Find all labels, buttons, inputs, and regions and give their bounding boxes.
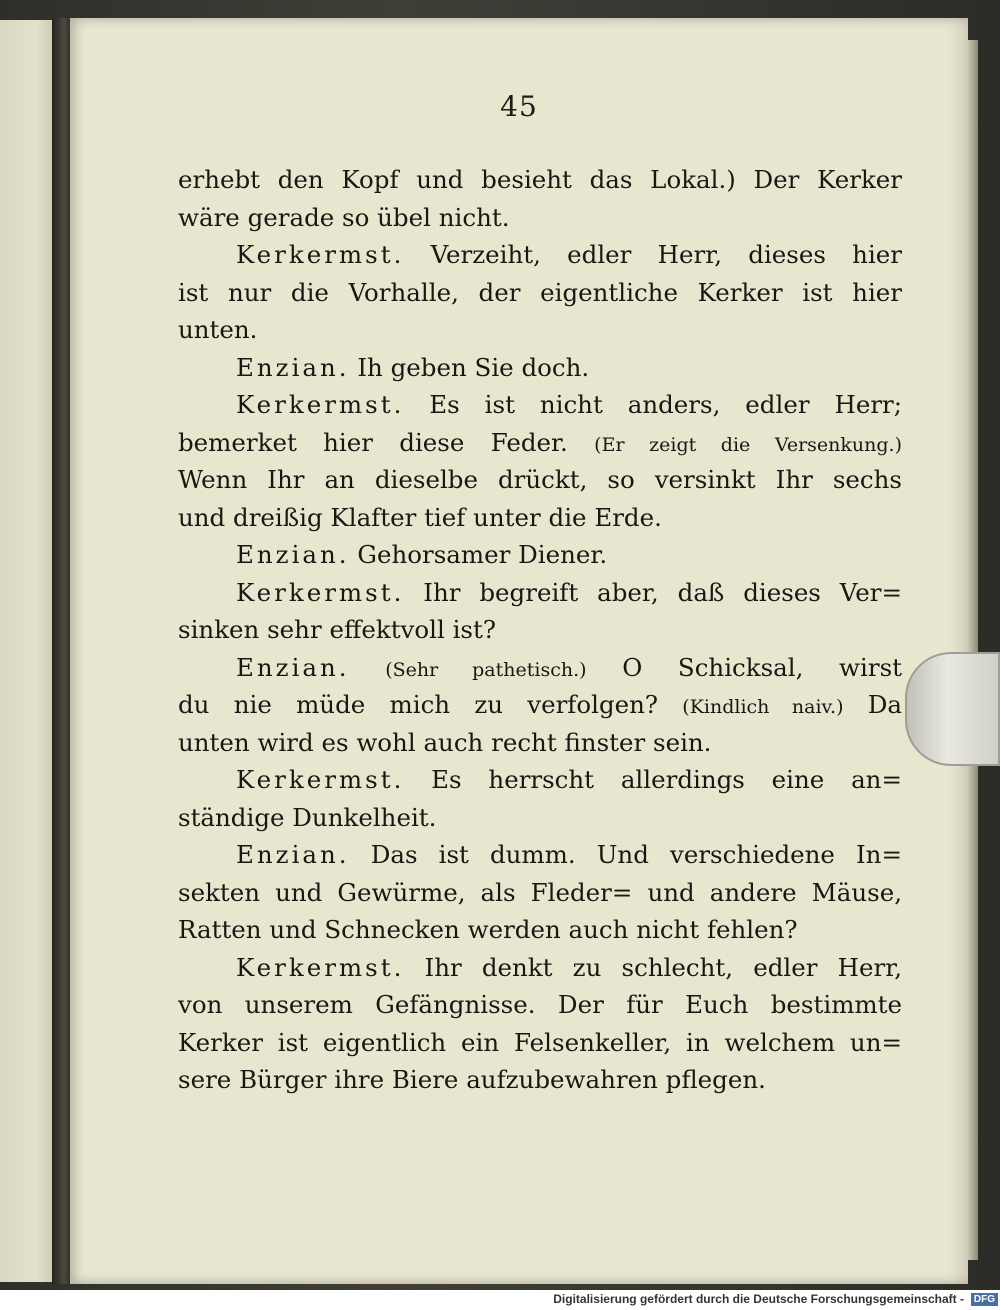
speaker-name: Kerkermst.	[236, 577, 405, 607]
line-text: unten.	[178, 315, 258, 344]
line-text: Es herrscht allerdings eine an=	[404, 765, 902, 794]
text-line	[178, 499, 902, 537]
text-line	[178, 161, 902, 199]
line-text: O Schicksal, wirst	[586, 652, 902, 682]
dfg-logo: DFG	[971, 1293, 998, 1306]
speaker-name: Enzian.	[236, 840, 350, 869]
text-line	[178, 461, 902, 499]
text-line	[178, 536, 902, 574]
speaker-name: Kerkermst.	[236, 240, 405, 269]
text-line	[178, 799, 902, 837]
stage-direction: (Er zeigt die Versenkung.)	[594, 433, 902, 456]
line-text: Gehorsamer Diener.	[349, 540, 608, 569]
text-line	[178, 199, 902, 237]
line-text: sekten und Gewürme, als Fleder= und andere Mäuse,	[178, 877, 902, 907]
page-number: 45	[500, 90, 538, 123]
line-text: unten wird es wohl auch recht finster sein.	[178, 727, 712, 757]
text-line	[178, 424, 902, 462]
speaker-name: Enzian.	[236, 652, 350, 682]
book-page	[70, 18, 968, 1284]
text-line	[178, 274, 902, 312]
line-text: Das ist dumm. Und verschiedene In=	[349, 840, 902, 869]
digitization-footer	[0, 1290, 1000, 1310]
line-text: Ratten und Schnecken werden auch nicht fehlen?	[178, 915, 798, 944]
line-text: Ihr denkt zu schlecht, edler Herr,	[404, 952, 902, 982]
stage-direction: (Kindlich naiv.)	[682, 696, 844, 718]
speaker-name: Enzian.	[236, 352, 350, 382]
line-text: und dreißig Klafter tief unter die Erde.	[178, 502, 662, 532]
text-line	[178, 574, 902, 612]
line-text: sere Bürger ihre Biere aufzubewahren pflegen.	[178, 1065, 766, 1094]
speaker-name: Enzian.	[236, 540, 350, 569]
text-line	[178, 1061, 902, 1099]
speaker-name: Kerkermst.	[236, 952, 405, 982]
line-text: du nie müde mich zu verfolgen?	[178, 690, 683, 719]
page-stack-edge	[968, 40, 978, 1260]
line-text: erhebt den Kopf und besieht das Lokal.)	[178, 165, 736, 194]
text-line	[178, 761, 902, 799]
line-text: sinken sehr effektvoll ist?	[178, 615, 496, 644]
line-text: Verzeiht, edler Herr, dieses hier	[404, 240, 902, 269]
text-line	[178, 349, 902, 387]
line-text: Ih geben Sie doch.	[349, 352, 590, 382]
line-text: Kerker ist eigentlich ein Felsenkeller, in welchem un=	[178, 1027, 902, 1057]
page-text-body	[178, 161, 902, 1099]
bookmark-tab	[905, 652, 1000, 766]
text-line	[178, 724, 902, 762]
line-text: von unserem Gefängnisse. Der für Euch bestimmte	[178, 990, 902, 1019]
text-line	[178, 836, 902, 874]
text-line	[178, 611, 902, 649]
text-line	[178, 649, 902, 687]
line-text: Ihr begreift aber, daß dieses Ver=	[404, 577, 902, 607]
facing-page-edge	[0, 20, 54, 1282]
text-line	[178, 386, 902, 424]
line-text: Wenn Ihr an dieselbe drückt, so versinkt Ihr sechs	[178, 465, 902, 494]
line-text: Da	[843, 690, 902, 719]
line-text: ist nur die Vorhalle, der eigentliche Kerker ist hier	[178, 277, 902, 307]
line-text: wäre gerade so übel nicht.	[178, 202, 510, 232]
line-text: Der Kerker	[735, 165, 902, 194]
speaker-name: Kerkermst.	[236, 390, 405, 419]
book-gutter	[52, 18, 72, 1284]
stage-direction: (Sehr pathetisch.)	[385, 658, 587, 681]
funding-notice: Digitalisierung gefördert durch die Deutsche Forschungsgemeinschaft -	[553, 1292, 964, 1306]
line-text: ständige Dunkelheit.	[178, 802, 437, 832]
line-text: bemerket hier diese Feder.	[178, 427, 595, 457]
text-line	[178, 236, 902, 274]
text-line	[178, 949, 902, 987]
text-line	[178, 1024, 902, 1062]
text-line	[178, 874, 902, 912]
text-line	[178, 311, 902, 349]
text-line	[178, 911, 902, 949]
speaker-name: Kerkermst.	[236, 765, 405, 794]
text-line	[178, 986, 902, 1024]
line-text: Es ist nicht anders, edler Herr;	[404, 390, 902, 419]
text-line	[178, 686, 902, 724]
line-text	[350, 653, 386, 682]
